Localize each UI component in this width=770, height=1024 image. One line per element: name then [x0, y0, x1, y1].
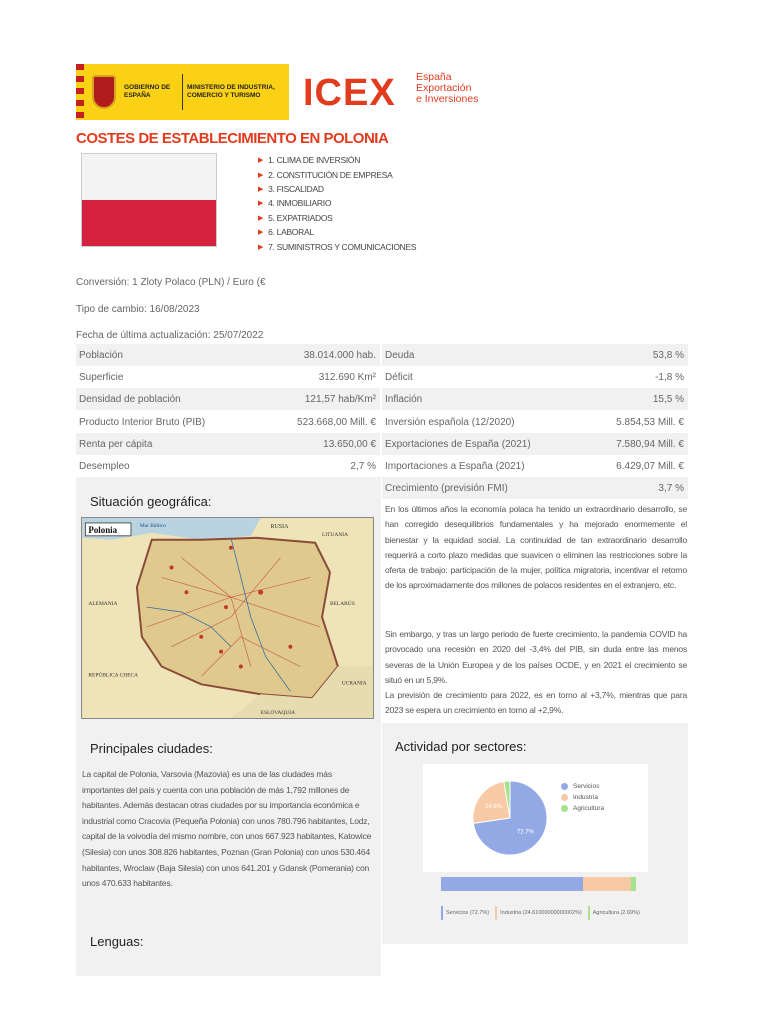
toc-item-suministros[interactable]: ▶ 7. SUMINISTROS Y COMUNICACIONES — [258, 241, 417, 252]
toc-item-laboral[interactable]: ▶ 6. LABORAL — [258, 227, 314, 238]
economy-paragraph: Sin embargo, y tras un largo periodo de fuerte crecimiento, la pandemia COVID ha provocado una recesión en 2020 del -3,4% del PIB, sin duda entre las menos severas de la Unión Europea y de los países OCDE, y en 2021 el crecimiento se situó en un 5,9%. — [385, 629, 687, 685]
geo-title: Situación geográfica: — [90, 494, 212, 509]
table-row: Inversión española (12/2020) 5.854,53 Mill. € — [385, 416, 684, 428]
page-title: COSTES DE ESTABLECIMIENTO EN POLONIA — [76, 130, 389, 147]
stacked-bar-segment-industria — [583, 877, 631, 891]
chart-panel — [423, 764, 648, 872]
economy-paragraph: La previsión de crecimiento para 2022, es en torno al +3,7%, mientras que para 2023 se espera un crecimiento en torno al +2,9%. — [385, 690, 687, 716]
map-country-label: LITUANIA — [322, 531, 349, 538]
toc-item-clima[interactable]: ▶ 1. CLIMA DE INVERSIÓN — [258, 155, 361, 166]
pie-label: 72.7% — [516, 829, 534, 836]
conversion-text: Conversión: 1 Zloty Polaco (PLN) / Euro (€ — [76, 277, 266, 288]
icex-logo: ICEX — [303, 72, 396, 114]
icex-tagline: España Exportación e Inversiones — [416, 71, 479, 105]
ministerio-text: MINISTERIO DE INDUSTRIA, COMERCIO Y TURISMO — [187, 84, 275, 99]
table-row: Deuda 53,8 % — [382, 344, 688, 366]
toc-item-expatriados[interactable]: ▶ 5. EXPATRIADOS — [258, 212, 333, 223]
toc-item-fiscalidad[interactable]: ▶ 3. FISCALIDAD — [258, 183, 324, 194]
triangle-icon: ▶ — [258, 229, 264, 237]
poland-flag — [81, 153, 217, 247]
table-row: Importaciones a España (2021) 6.429,07 Mill. € — [385, 460, 684, 472]
toc-item-constitucion[interactable]: ▶ 2. CONSTITUCIÓN DE EMPRESA — [258, 169, 393, 180]
table-of-contents — [258, 153, 416, 254]
table-row: Exportaciones de España (2021) 7.580,94 Mill. € — [382, 433, 688, 455]
triangle-icon: ▶ — [258, 243, 264, 251]
map-country-label: RUSIA — [270, 523, 289, 530]
gobierno-text: GOBIERNO DE ESPAÑA — [124, 84, 171, 99]
table-row: Superficie 312.690 Km² — [79, 371, 376, 383]
triangle-icon: ▶ — [258, 214, 264, 222]
coat-of-arms-icon — [84, 64, 124, 120]
chart-legend — [561, 781, 604, 814]
table-row: Renta per cápita 13.650,00 € — [76, 433, 380, 455]
triangle-icon: ▶ — [258, 200, 264, 208]
pie-label: 24.6% — [485, 804, 503, 811]
sectors-title: Actividad por sectores: — [395, 739, 527, 754]
legend-item: Servicios — [561, 781, 604, 792]
map-country-label: REPÚBLICA CHECA — [88, 672, 139, 679]
cities-text: La capital de Polonia, Varsovia (Mazovia) es una de las ciudades más importantes del país y cuenta con una población de más 1,792 millones de habitantes. Además destacan otras ciudades por su importancia económica e industrial como Cracovia (Pequeña Polonia) con unos 780.796 habitantes, Lodz, capital de la voivodía del mismo nombre, con unos 667.923 habitantes, Katowice (Silesia) con unos 308.826 habitantes, Poznan (Gran Polonia) con unos 530.464 habitantes, Wroclaw (Baja Silesia) con unos 641.201 y Gdansk (Pomerania) con unos 470.633 habitantes. — [82, 769, 372, 889]
stacked-bar-legend — [441, 906, 671, 920]
pie-chart — [423, 764, 648, 872]
table-row: Inflación 15,5 % — [382, 388, 688, 410]
flag-stripe — [76, 64, 84, 120]
bar-legend-item: Servicios (72.7%) — [441, 906, 489, 920]
triangle-icon: ▶ — [258, 171, 264, 179]
languages-title: Lenguas: — [90, 934, 144, 949]
cities-title: Principales ciudades: — [90, 741, 213, 756]
gobierno-logo — [76, 64, 289, 120]
bar-legend-item: Agricultura (2.69%) — [588, 906, 640, 920]
stacked-bar-segment-agricultura — [631, 877, 636, 891]
update-date: Fecha de última actualización: 25/07/2022 — [76, 330, 264, 341]
map-sea-label: Mar Báltico — [139, 522, 167, 529]
map-country-label: UCRANIA — [341, 680, 367, 687]
triangle-icon: ▶ — [258, 157, 264, 165]
exchange-date: Tipo de cambio: 16/08/2023 — [76, 304, 200, 315]
bar-legend-item: Industria (24.61000000000002%) — [495, 906, 582, 920]
legend-item: Agricultura — [561, 803, 604, 814]
table-row: Crecimiento (previsión FMI) 3,7 % — [382, 477, 688, 499]
map-graphic — [82, 518, 373, 718]
stacked-bar — [441, 877, 636, 891]
economy-paragraph: En los últimos años la economía polaca ha tenido un extraordinario desarrollo, se han corregido desequilibrios fundamentales y ha mejorado enormemente el bienestar y la equidad social. La continuidad de tan extraordinario desarrollo requerirá a corto plazo medidas que suavicen o eliminen las restricciones sobre la oferta de trabajo: participación de la mujer, política migratoria, incentivar el retorno de los aproximadamente dos millones de polacos residentes en el extranjero, etc. — [385, 504, 687, 591]
stacked-bar-segment-servicios — [441, 877, 583, 891]
table-row: Producto Interior Bruto (PIB) 523.668,00 Mill. € — [79, 416, 376, 428]
table-row: Déficit -1,8 % — [385, 371, 684, 383]
triangle-icon: ▶ — [258, 185, 264, 193]
table-row: Población 38.014.000 hab. — [76, 344, 380, 366]
map-country-label: BELARÚS — [329, 601, 355, 608]
map-country-label: ESLOVAQUIA — [260, 710, 296, 717]
table-row: Desempleo 2,7 % — [79, 460, 376, 472]
toc-item-inmobiliario[interactable]: ▶ 4. INMOBILIARIO — [258, 198, 332, 209]
map-country-label: ALEMANIA — [88, 601, 118, 608]
table-row: Densidad de población 121,57 hab/Km² — [76, 388, 380, 410]
legend-item: Industria — [561, 792, 604, 803]
map-label: Polonia — [88, 524, 118, 535]
poland-map — [81, 517, 374, 719]
